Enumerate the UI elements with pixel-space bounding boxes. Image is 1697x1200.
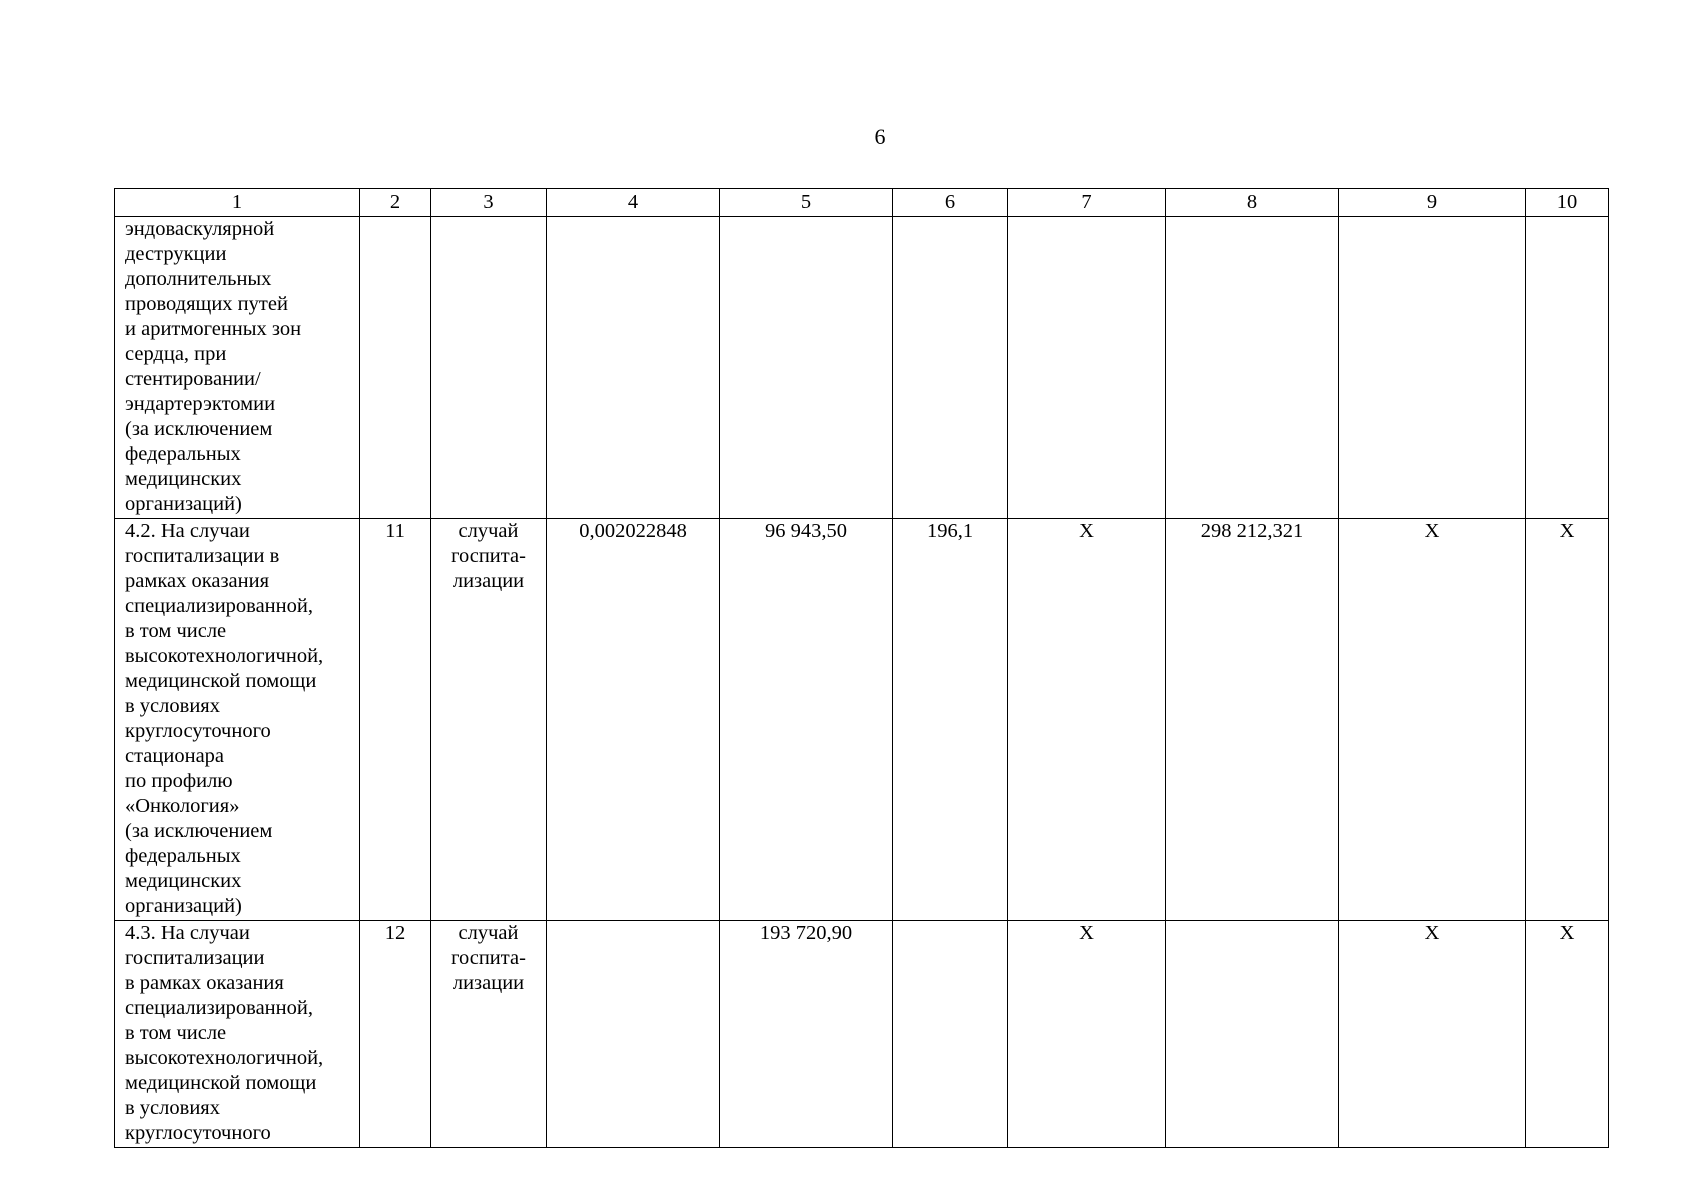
- column-header: 5: [720, 189, 893, 217]
- row-unit: случай госпита- лизации: [431, 519, 547, 921]
- table-cell: [547, 921, 720, 1148]
- data-table: [114, 188, 1609, 1148]
- row-line-number: [360, 217, 431, 519]
- header-row: [115, 189, 1609, 217]
- table-cell: 96 943,50: [720, 519, 893, 921]
- row-description: эндоваскулярной деструкции дополнительных проводящих путей и аритмогенных зон сердца, при стентировании/ эндартерэктомии (за исключением федеральных медицинских организаций): [115, 217, 360, 519]
- table-row: [115, 519, 1609, 921]
- table-cell: [1008, 217, 1166, 519]
- column-header: 1: [115, 189, 360, 217]
- row-description: 4.2. На случаи госпитализации в рамках оказания специализированной, в том числе высокотехнологичной, медицинской помощи в условиях круглосуточного стационара по профилю «Онкология» (за исключением федеральных медицинских организаций): [115, 519, 360, 921]
- column-header: 3: [431, 189, 547, 217]
- column-header: 6: [893, 189, 1008, 217]
- row-line-number: 12: [360, 921, 431, 1148]
- table-cell: [720, 217, 893, 519]
- row-unit: [431, 217, 547, 519]
- column-header: 4: [547, 189, 720, 217]
- page-number: 6: [874, 124, 886, 149]
- table-cell: [893, 921, 1008, 1148]
- table-row: [115, 921, 1609, 1148]
- table-cell: [1166, 217, 1339, 519]
- table-cell: Х: [1526, 921, 1609, 1148]
- row-description: 4.3. На случаи госпитализации в рамках оказания специализированной, в том числе высокотехнологичной, медицинской помощи в условиях круглосуточного: [115, 921, 360, 1148]
- column-header: 9: [1339, 189, 1526, 217]
- row-line-number: 11: [360, 519, 431, 921]
- row-unit: случай госпита- лизации: [431, 921, 547, 1148]
- table-cell: [1339, 217, 1526, 519]
- table-cell: [1166, 921, 1339, 1148]
- table-cell: 196,1: [893, 519, 1008, 921]
- table-cell: 298 212,321: [1166, 519, 1339, 921]
- table-cell: Х: [1339, 921, 1526, 1148]
- column-header: 7: [1008, 189, 1166, 217]
- table-cell: Х: [1008, 519, 1166, 921]
- column-header: 8: [1166, 189, 1339, 217]
- table-cell: [893, 217, 1008, 519]
- table-row: [115, 217, 1609, 519]
- table-cell: Х: [1339, 519, 1526, 921]
- table-cell: [1526, 217, 1609, 519]
- table-cell: Х: [1526, 519, 1609, 921]
- table-cell: 0,002022848: [547, 519, 720, 921]
- column-header: 2: [360, 189, 431, 217]
- column-header: 10: [1526, 189, 1609, 217]
- table-cell: 193 720,90: [720, 921, 893, 1148]
- table-cell: [547, 217, 720, 519]
- table-cell: Х: [1008, 921, 1166, 1148]
